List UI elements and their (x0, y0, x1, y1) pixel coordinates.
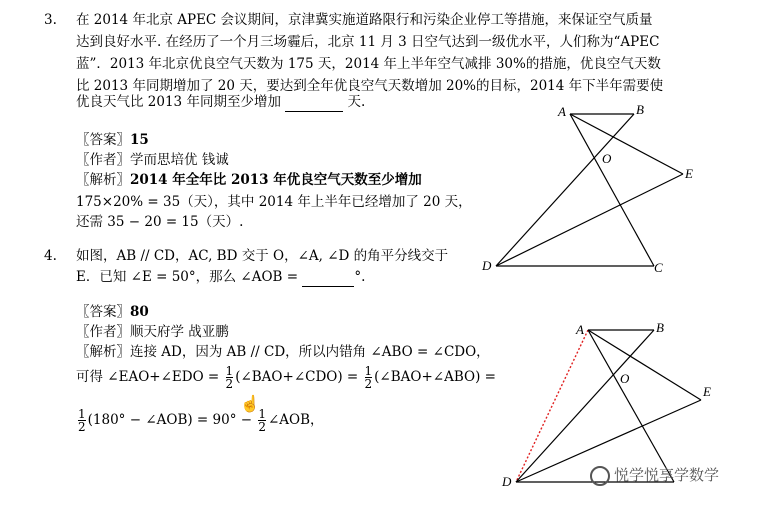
fig1-label-D: D (482, 258, 492, 273)
q3-last-suffix: 天. (347, 94, 366, 110)
fig2-segment-AD-dashed (516, 330, 588, 482)
q4-number: 4. (44, 248, 57, 264)
q3-author (76, 150, 229, 170)
watermark-text: 悦学悦享学数学 (614, 466, 720, 484)
q4-line-2-pre: E．已知 ∠E = 50°，那么 ∠AOB = (76, 269, 299, 285)
q4-analysis-label: 〖解析〗 (76, 344, 130, 360)
q4-analysis-text-1: 连接 AD，因为 AB // CD，所以内错角 ∠ABO = ∠CDO， (130, 344, 490, 360)
fraction-denominator: 2 (78, 420, 86, 434)
fraction-half (78, 408, 86, 433)
q3-analysis-text-1: 2014 年全年比 2013 年优良空气天数至少增加 (130, 172, 422, 188)
fig2-label-D: D (502, 474, 512, 489)
q4-line-2 (76, 267, 365, 287)
fig1-label-B: B (636, 102, 644, 117)
q3-author-value: 学而思培优 钱诚 (130, 152, 229, 168)
fig1-segment-DE (496, 174, 683, 266)
fig2-label-B: B (656, 320, 664, 335)
q4-analysis-2 (76, 365, 496, 390)
q4-blank (302, 272, 354, 287)
q4-line-2-post: °. (354, 269, 366, 285)
fig1-label-A: A (558, 104, 566, 119)
q3-line-2: 达到良好水平. 在经历了一个月三场霾后，北京 11 月 3 日空气达到一级优水平，人们称为“APEC (76, 34, 660, 50)
q3-analysis-1 (76, 170, 422, 190)
q3-answer (76, 130, 149, 150)
q3-last-line: 优良天气比 2013 年同期至少增加 (76, 94, 281, 110)
figure-1 (478, 100, 708, 280)
watermark (590, 464, 719, 486)
q4-author (76, 322, 229, 342)
q3-line-5 (76, 92, 365, 112)
q4-analysis-3 (76, 408, 324, 433)
q3-analysis-3: 还需 35 − 20 = 15（天）. (76, 214, 244, 230)
fig1-label-C: C (654, 260, 663, 275)
q4-analysis-3a: (180° − ∠AOB) = 90° − (87, 412, 253, 428)
fig1-label-E: E (685, 166, 693, 181)
fig2-label-A: A (576, 322, 584, 337)
q3-line-3: 蓝”．2013 年北京优良空气天数为 175 天，2014 年上半年空气减排 30%的措施，优良空气天数 (76, 56, 661, 72)
q3-blank (285, 97, 343, 112)
q3-line-4: 比 2013 年同期增加了 20 天，要达到全年优良空气天数增加 20%的目标，2014 年下半年需要使 (76, 78, 664, 94)
q4-analysis-2c: (∠BAO+∠ABO) = (374, 369, 496, 385)
fraction-denominator: 2 (225, 377, 234, 391)
fraction-numerator: 1 (364, 364, 373, 378)
q4-answer-label: 〖答案〗 (76, 304, 130, 320)
fraction-numerator: 1 (258, 407, 266, 421)
q4-author-value: 顺天府学 战亚鹏 (130, 324, 229, 340)
fraction-denominator: 2 (364, 377, 373, 391)
fig2-segment-BD (516, 330, 654, 482)
q3-number: 3. (44, 12, 57, 28)
q4-answer-value: 80 (130, 304, 149, 320)
fraction-denominator: 2 (258, 420, 266, 434)
hand-cursor-icon: ☝ (240, 394, 260, 413)
q4-analysis-2a: 可得 ∠EAO+∠EDO = (76, 369, 220, 385)
q3-author-label: 〖作者〗 (76, 152, 130, 168)
q4-answer (76, 302, 149, 322)
q4-analysis-3b: ∠AOB， (268, 412, 324, 428)
fig2-segment-AC (588, 330, 674, 482)
fraction-numerator: 1 (78, 407, 86, 421)
fraction-half (365, 365, 373, 390)
fig2-label-E: E (703, 384, 711, 399)
q3-line-1: 在 2014 年北京 APEC 会议期间，京津冀实施道路限行和污染企业停工等措施，来保证空气质量 (76, 12, 653, 28)
q4-analysis-2b: (∠BAO+∠CDO) = (235, 369, 359, 385)
fig2-label-O: O (620, 371, 630, 386)
q4-author-label: 〖作者〗 (76, 324, 130, 340)
wechat-logo-icon (590, 466, 610, 486)
fraction-half (226, 365, 234, 390)
q3-answer-label: 〖答案〗 (76, 132, 130, 148)
fraction-numerator: 1 (225, 364, 234, 378)
q3-answer-value: 15 (130, 132, 149, 148)
q3-analysis-label: 〖解析〗 (76, 172, 130, 188)
q3-analysis-2: 175×20% = 35（天），其中 2014 年上半年已经增加了 20 天， (76, 194, 472, 210)
q4-analysis-1 (76, 342, 490, 362)
q4-line-1: 如图，AB // CD，AC, BD 交于 O，∠A, ∠D 的角平分线交于 (76, 248, 449, 264)
fig1-label-O: O (602, 151, 612, 166)
